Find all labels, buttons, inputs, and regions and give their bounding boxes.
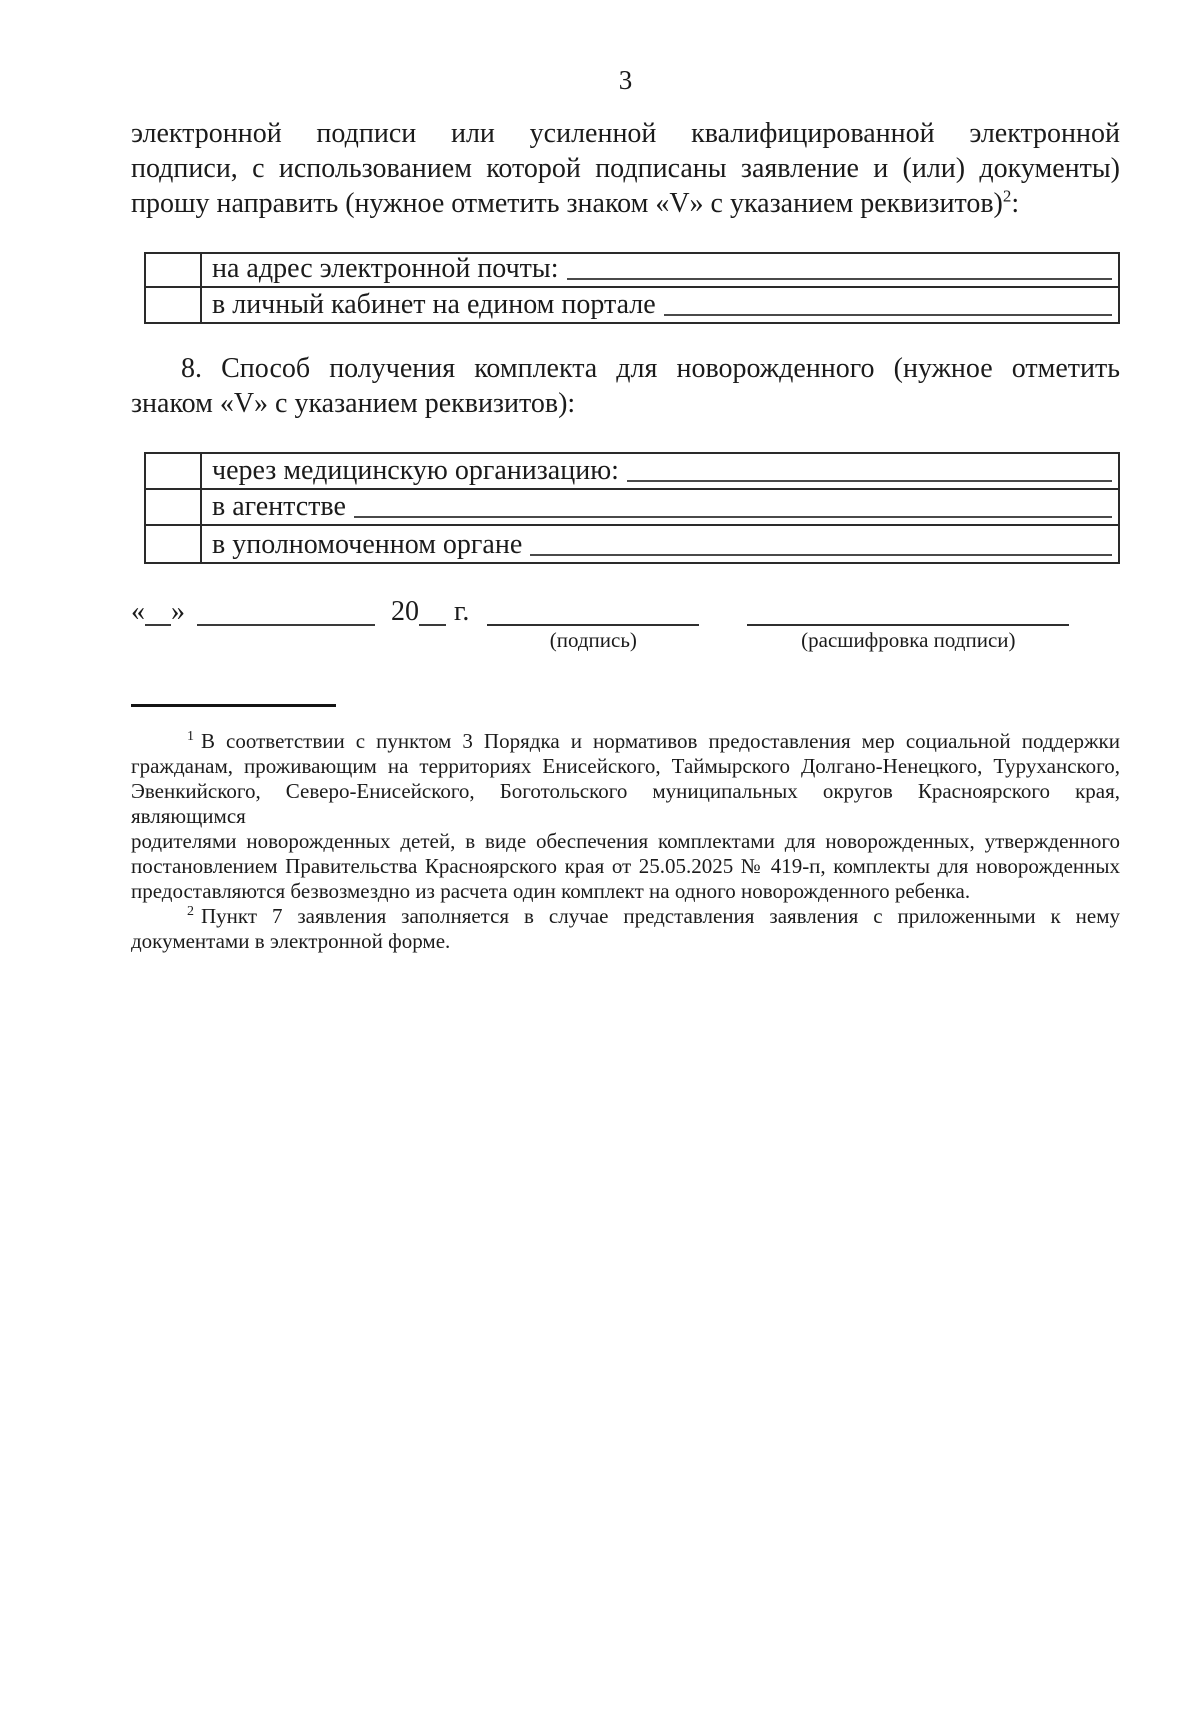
receive-method-table [144, 452, 1120, 564]
checkbox-cell-email[interactable] [146, 254, 202, 286]
section-8-line-1: 8. Способ получения комплекта для новорожденного (нужное отметить [181, 353, 1120, 384]
label-cell [202, 490, 1118, 524]
page-number: 3 [618, 65, 633, 95]
checkbox-cell-medical-org[interactable] [146, 454, 202, 488]
footnote-2-line-1 [131, 904, 1120, 929]
close-quote: » [171, 596, 185, 627]
label-cell [202, 288, 1118, 322]
date-signature-row [131, 596, 1120, 652]
footnote-1-line-6: предоставляются безвозмездно из расчета один комплект на одного новорожденного ребенка. [131, 879, 971, 903]
year-blank[interactable] [419, 596, 446, 626]
footnote-1 [131, 729, 1120, 904]
footnote-text: Пункт 7 заявления заполняется в случае представления заявления с приложенными к нему [201, 904, 1120, 928]
transcript-line[interactable] [747, 596, 1069, 626]
row-label: в личный кабинет на едином портале [212, 289, 656, 320]
row-label: в уполномоченном органе [212, 529, 523, 560]
intro-paragraph [131, 116, 1120, 221]
checkbox-cell-portal[interactable] [146, 288, 202, 322]
transcript-caption: (расшифровка подписи) [801, 628, 1016, 652]
footnote-reference-2: 2 [1002, 186, 1012, 206]
row-label: в агентстве [212, 491, 346, 522]
table-row [146, 454, 1118, 490]
signature-field [487, 596, 699, 652]
intro-line-3 [131, 186, 1120, 221]
table-row [146, 288, 1118, 322]
section-8-paragraph [131, 351, 1120, 421]
day-blank[interactable] [145, 596, 171, 626]
footnote-1-marker: 1 [187, 729, 194, 744]
fill-in-line[interactable] [664, 314, 1112, 316]
year-prefix: 20 [391, 596, 419, 627]
delivery-method-table [144, 252, 1120, 324]
footnote-separator [131, 704, 336, 707]
row-label: на адрес электронной почты: [212, 254, 559, 284]
footnote-text: В соответствии с пунктом 3 Порядка и нормативов предоставления мер социальной поддержки [201, 729, 1120, 753]
intro-line-1: электронной подписи или усиленной квалифицированной электронной [131, 118, 1120, 149]
footnote-1-line-1 [131, 729, 1120, 754]
footnote-1-line-2: гражданам, проживающим на территориях Енисейского, Таймырского Долгано-Ненецкого, Туруханского, [131, 754, 1120, 778]
label-cell [202, 526, 1118, 562]
fill-in-line[interactable] [530, 554, 1112, 556]
label-cell [202, 254, 1118, 286]
row-label: через медицинскую организацию: [212, 455, 619, 486]
fill-in-line[interactable] [354, 516, 1112, 518]
checkbox-cell-authorized-body[interactable] [146, 526, 202, 562]
footnotes [131, 729, 1120, 954]
intro-line-2: подписи, с использованием которой подписаны заявление и (или) документы) [131, 153, 1120, 184]
label-cell [202, 454, 1118, 488]
page-content [131, 0, 1120, 954]
month-blank[interactable] [197, 596, 375, 626]
checkbox-cell-agency[interactable] [146, 490, 202, 524]
footnote-2-marker: 2 [187, 904, 194, 919]
fill-in-line[interactable] [627, 480, 1112, 482]
footnote-1-line-4: родителями новорожденных детей, в виде обеспечения комплектами для новорожденных, утвержденного [131, 829, 1120, 853]
signature-line[interactable] [487, 596, 699, 626]
footnote-1-line-5: постановлением Правительства Красноярского края от 25.05.2025 № 419-п, комплекты для новорожденных [131, 854, 1120, 878]
table-row [146, 490, 1118, 526]
transcript-field [747, 596, 1069, 652]
footnote-2-line-2: документами в электронной форме. [131, 929, 451, 953]
footnote-1-line-3: Эвенкийского, Северо-Енисейского, Боготольского муниципальных округов Красноярского края, являющимся [131, 779, 1120, 828]
intro-line-3-suffix: : [1011, 188, 1020, 219]
table-row [146, 254, 1118, 288]
section-8-line-2: знаком «V» с указанием реквизитов): [131, 388, 576, 419]
signature-caption: (подпись) [549, 628, 637, 652]
intro-line-3-text: прошу направить (нужное отметить знаком «V» с указанием реквизитов) [131, 188, 1003, 219]
fill-in-line[interactable] [567, 278, 1113, 280]
table-row [146, 526, 1118, 562]
open-quote: « [131, 596, 145, 627]
year-suffix: г. [454, 596, 470, 627]
footnote-2 [131, 904, 1120, 954]
